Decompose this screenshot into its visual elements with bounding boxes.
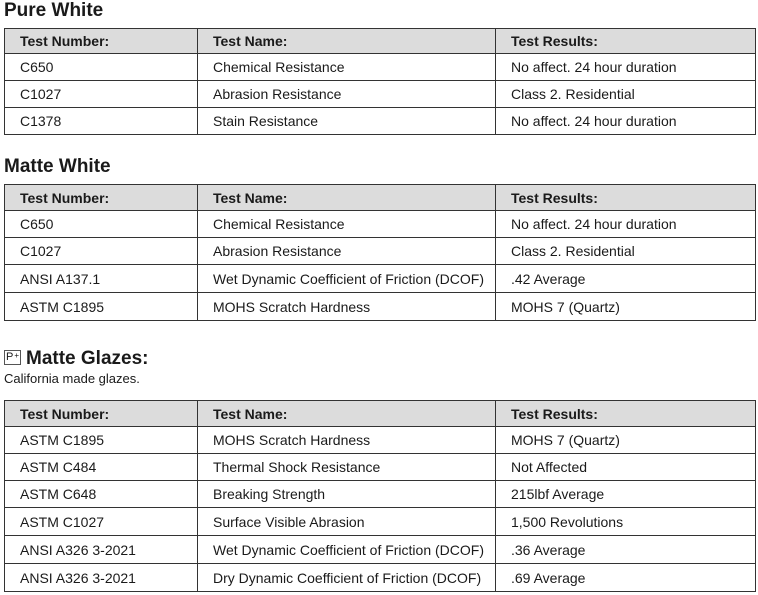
cell-test-results: Not Affected [496, 454, 756, 481]
cell-test-results: .42 Average [496, 265, 756, 293]
header-test-name: Test Name: [198, 29, 496, 54]
section-title-matte-glazes [4, 348, 148, 370]
cell-test-results: 215lbf Average [496, 481, 756, 508]
cell-test-number: ASTM C1895 [5, 293, 198, 321]
table-row [5, 265, 756, 293]
cell-test-results: Class 2. Residential [496, 238, 756, 265]
table-row [5, 564, 756, 592]
cell-test-results: .69 Average [496, 564, 756, 592]
cell-test-results: Class 2. Residential [496, 81, 756, 108]
header-test-name: Test Name: [198, 185, 496, 211]
table-row [5, 536, 756, 564]
cell-test-number: ASTM C484 [5, 454, 198, 481]
cell-test-name: MOHS Scratch Hardness [198, 293, 496, 321]
section-title-text: Matte Glazes: [26, 348, 149, 369]
section-subtitle: California made glazes. [4, 371, 140, 386]
cell-test-results: .36 Average [496, 536, 756, 564]
header-test-number: Test Number: [5, 185, 198, 211]
cell-test-name: Thermal Shock Resistance [198, 454, 496, 481]
cell-test-number: ANSI A326 3-2021 [5, 564, 198, 592]
cell-test-name: Chemical Resistance [198, 211, 496, 238]
cell-test-results: MOHS 7 (Quartz) [496, 427, 756, 454]
p-plus-icon: P + [6, 351, 19, 363]
cell-test-name: Wet Dynamic Coefficient of Friction (DCOF) [198, 536, 496, 564]
cell-test-results: No affect. 24 hour duration [496, 211, 756, 238]
cell-test-number: C650 [5, 54, 198, 81]
cell-test-results: MOHS 7 (Quartz) [496, 293, 756, 321]
header-test-number: Test Number: [5, 401, 198, 427]
header-test-number: Test Number: [5, 29, 198, 54]
header-test-results: Test Results: [496, 185, 756, 211]
table-row [5, 481, 756, 508]
section-title-matte-white: Matte White [4, 156, 111, 177]
cell-test-name: Abrasion Resistance [198, 81, 496, 108]
table-row [5, 54, 756, 81]
table-header-row [5, 29, 756, 54]
cell-test-number: ASTM C1895 [5, 427, 198, 454]
cell-test-number: ASTM C1027 [5, 508, 198, 536]
cell-test-number: ANSI A326 3-2021 [5, 536, 198, 564]
cell-test-name: Stain Resistance [198, 108, 496, 135]
table-row [5, 427, 756, 454]
cell-test-results: No affect. 24 hour duration [496, 108, 756, 135]
cell-test-name: Chemical Resistance [198, 54, 496, 81]
table-row [5, 508, 756, 536]
header-test-results: Test Results: [496, 401, 756, 427]
cell-test-number: C1027 [5, 238, 198, 265]
table-row [5, 81, 756, 108]
header-test-results: Test Results: [496, 29, 756, 54]
cell-test-number: ANSI A137.1 [5, 265, 198, 293]
table-header-row [5, 401, 756, 427]
table-row [5, 454, 756, 481]
cell-test-number: C1027 [5, 81, 198, 108]
cell-test-name: Abrasion Resistance [198, 238, 496, 265]
cell-test-results: No affect. 24 hour duration [496, 54, 756, 81]
cell-test-number: C1378 [5, 108, 198, 135]
table-header-row [5, 185, 756, 211]
cell-test-results: 1,500 Revolutions [496, 508, 756, 536]
matte-white-table [4, 184, 756, 321]
table-row [5, 108, 756, 135]
cell-test-name: Wet Dynamic Coefficient of Friction (DCOF) [198, 265, 496, 293]
table-row [5, 211, 756, 238]
cell-test-number: C650 [5, 211, 198, 238]
cell-test-name: MOHS Scratch Hardness [198, 427, 496, 454]
pure-white-table [4, 28, 756, 135]
header-test-name: Test Name: [198, 401, 496, 427]
cell-test-name: Breaking Strength [198, 481, 496, 508]
table-row [5, 293, 756, 321]
matte-glazes-table [4, 400, 756, 592]
table-row [5, 238, 756, 265]
cell-test-name: Dry Dynamic Coefficient of Friction (DCOF) [198, 564, 496, 592]
section-title-pure-white: Pure White [4, 0, 104, 21]
cell-test-name: Surface Visible Abrasion [198, 508, 496, 536]
cell-test-number: ASTM C648 [5, 481, 198, 508]
